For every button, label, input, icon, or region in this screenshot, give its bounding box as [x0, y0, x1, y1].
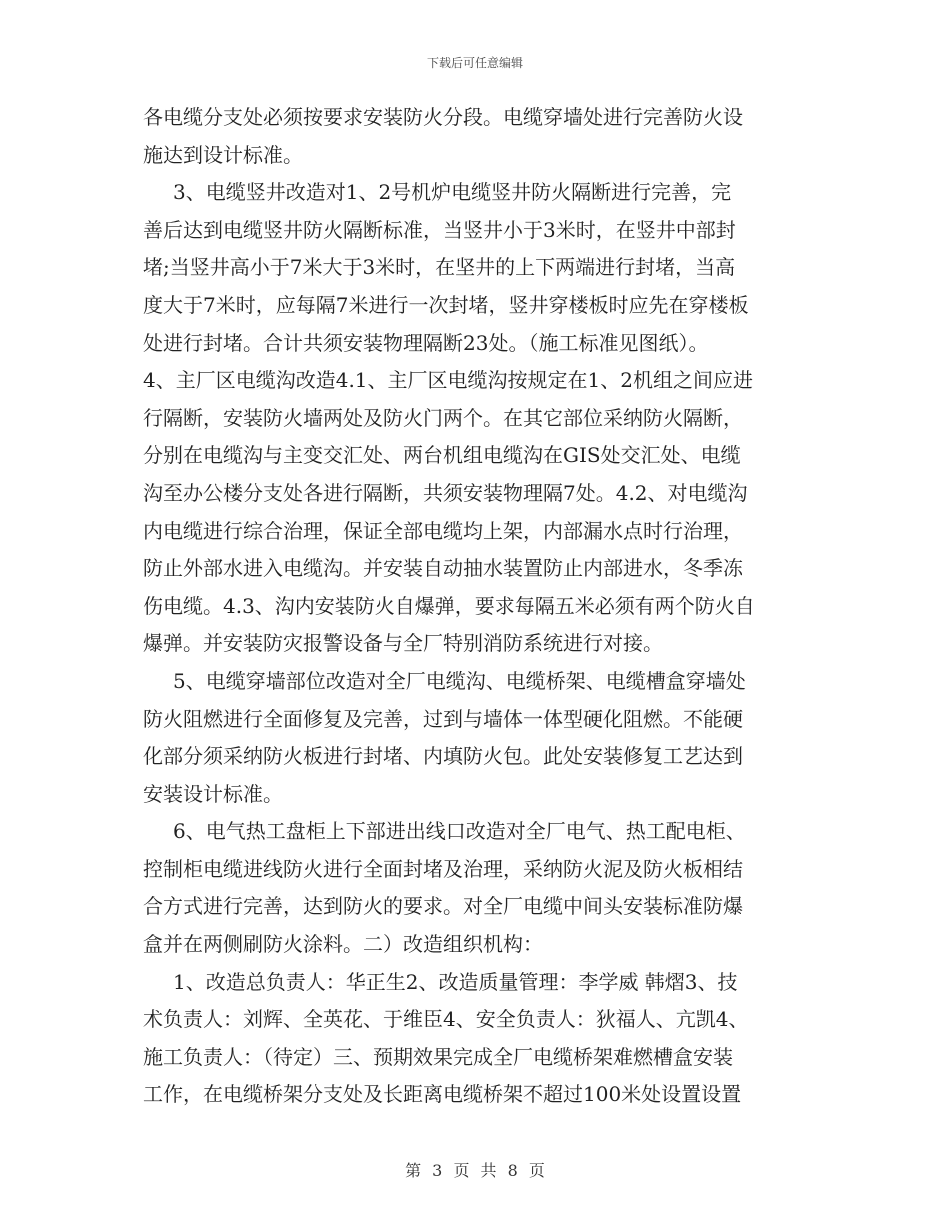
- document-body: [143, 99, 813, 1114]
- text-line: 各电缆分支处必须按要求安装防火分段。电缆穿墙处进行完善防火设: [143, 105, 743, 129]
- text-line: 行隔断，安装防火墙两处及防火门两个。在其它部位采纳防火隔断，: [143, 405, 743, 430]
- text-line: 工作，在电缆桥架分支处及长距离电缆桥架不超过100米处设置设置: [143, 1082, 742, 1107]
- text-line: 化部分须采纳防火板进行封堵、内填防火包。此处安装修复工艺达到: [143, 744, 743, 769]
- text-line: 沟至办公楼分支处各进行隔断，共须安装物理隔7处。4.2、对电缆沟: [143, 480, 748, 505]
- text-line: 伤电缆。4.3、沟内安装防火自爆弹，要求每隔五米必须有两个防火自: [143, 593, 755, 618]
- text-line: 爆弹。并安装防灾报警设备与全厂特别消防系统进行对接。: [143, 631, 663, 656]
- text-line: 6、电气热工盘柜上下部进出线口改造对全厂电气、热工配电柜、: [173, 819, 746, 844]
- text-line: 堵;当竖井高小于7米大于3米时，在坚井的上下两端进行封堵，当高: [143, 255, 736, 280]
- page-header: 下载后可任意编辑: [426, 56, 523, 70]
- text-line: 4、主厂区电缆沟改造4.1、主厂区电缆沟按规定在1、2机组之间应进: [143, 368, 753, 393]
- text-line: 1、改造总负责人：华正生2、改造质量管理：李学威 韩熠3、技: [173, 969, 738, 994]
- page-footer: 第 3 页 共 8 页: [405, 1161, 545, 1180]
- text-line: 控制柜电缆进线防火进行全面封堵及治理，采纳防火泥及防火板相结: [143, 856, 743, 881]
- text-line: 分别在电缆沟与主变交汇处、两台机组电缆沟在GIS处交汇处、电缆: [143, 443, 741, 468]
- text-line: 内电缆进行综合治理，保证全部电缆均上架，内部漏水点时行治理，: [143, 518, 743, 543]
- text-line: 善后达到电缆竖井防火隔断标准，当竖井小于3米时，在竖井中部封: [143, 217, 736, 242]
- text-line: 施工负责人：（待定）三、预期效果完成全厂电缆桥架难燃槽盒安装: [143, 1044, 733, 1069]
- text-line: 安装设计标准。: [143, 781, 283, 806]
- text-line: 防止外部水进入电缆沟。并安装自动抽水装置防止内部进水，冬季冻: [143, 556, 743, 581]
- text-line: 合方式进行完善，达到防火的要求。对全厂电缆中间头安装标准防爆: [143, 894, 743, 919]
- text-line: 度大于7米时，应每隔7米进行一次封堵，竖井穿楼板时应先在穿楼板: [143, 292, 749, 317]
- text-line: 5、电缆穿墙部位改造对全厂电缆沟、电缆桥架、电缆槽盒穿墙处: [173, 668, 746, 693]
- text-line: 处进行封堵。合计共须安装物理隔断23处。（施工标准见图纸）。: [143, 330, 709, 355]
- text-line: 施达到设计标准。: [143, 142, 303, 167]
- text-line: 3、电缆竖井改造对1、2号机炉电缆竖井防火隔断进行完善，完: [173, 180, 732, 205]
- text-line: 防火阻燃进行全面修复及完善，过到与墙体一体型硬化阻燃。不能硬: [143, 706, 743, 731]
- text-line: 盒并在两侧刷防火涂料。二）改造组织机构：: [143, 932, 543, 957]
- text-line: 术负责人：刘辉、全英花、于维臣4、安全负责人：狄福人、亢凯4、: [143, 1007, 749, 1032]
